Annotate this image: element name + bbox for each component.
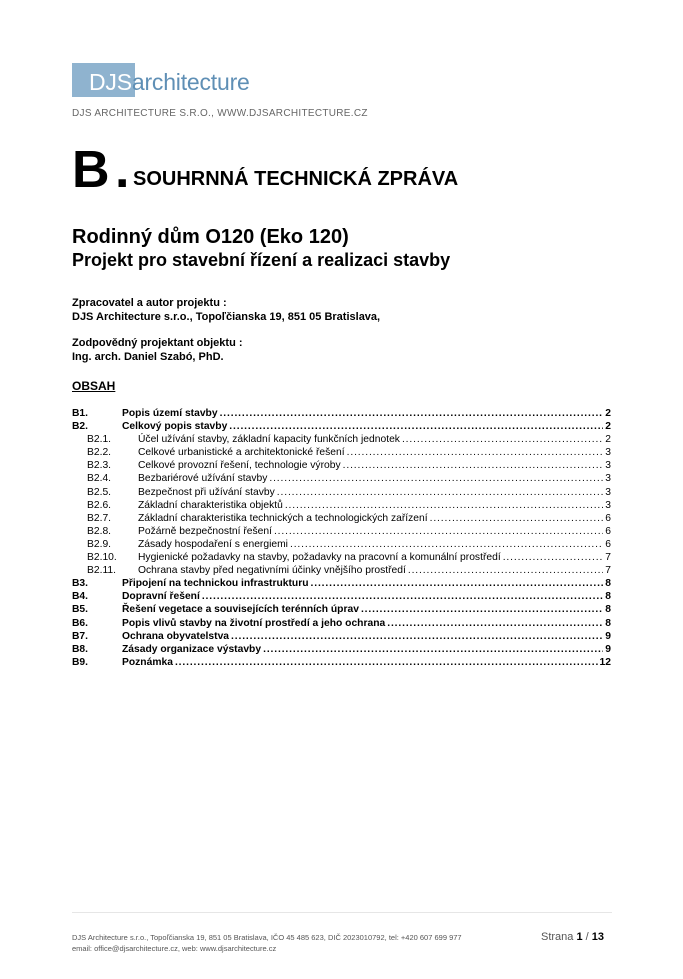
toc-item[interactable] — [72, 617, 611, 630]
toc-leader-dots — [220, 407, 604, 420]
document-title: Rodinný dům O120 (Eko 120) — [72, 226, 349, 248]
toc-item[interactable] — [72, 525, 611, 538]
toc-item-title: Popis území stavby — [122, 408, 218, 419]
toc-leader-dots — [175, 656, 598, 669]
logo-text — [89, 69, 250, 96]
toc-item-entry — [122, 420, 611, 433]
toc-item[interactable] — [72, 512, 611, 525]
toc-item-number: B8. — [72, 643, 89, 655]
toc-item[interactable] — [72, 499, 611, 512]
toc-item-title: Řešení vegetace a souvisejících terénních úprav — [122, 604, 359, 616]
toc-leader-dots — [402, 433, 603, 446]
toc-item-number: B3. — [72, 578, 89, 590]
toc-item-page: 8 — [605, 578, 611, 590]
toc-item-entry — [138, 459, 611, 472]
footer-contact: email: office@djsarchitecture.cz, web: www.djsarchitecture.cz — [72, 944, 277, 953]
toc-item[interactable] — [72, 433, 611, 446]
toc-item-title: Ochrana stavby před negativními účinky vnějšího prostředí — [138, 565, 406, 577]
toc-item[interactable] — [72, 603, 611, 616]
toc-item-entry — [138, 538, 611, 551]
toc-item[interactable] — [72, 577, 611, 590]
toc-item-entry — [122, 617, 611, 630]
toc-item-number: B2.4. — [87, 473, 112, 485]
toc-item-page: 2 — [605, 434, 611, 446]
toc-item-page: 6 — [605, 525, 611, 537]
toc-item[interactable] — [72, 656, 611, 669]
toc-item-number: B1. — [72, 408, 89, 419]
page-current: 1 — [576, 931, 583, 943]
toc-item-title: Poznámka — [122, 656, 173, 668]
toc-item-number: B2.7. — [87, 512, 112, 524]
toc-item-number: B2.8. — [87, 525, 112, 537]
toc-item-entry — [122, 603, 611, 616]
toc-item-page: 3 — [605, 473, 611, 485]
logo-dj: DJS — [89, 69, 132, 95]
toc-leader-dots — [347, 446, 604, 459]
toc-item-entry — [138, 486, 611, 499]
toc-item-entry — [138, 446, 611, 459]
toc-item-page: 3 — [605, 447, 611, 459]
toc-item[interactable] — [72, 590, 611, 603]
toc-item-title: Bezbariérové užívání stavby — [138, 473, 268, 485]
toc-item-number: B2.10. — [87, 552, 117, 564]
document-subtitle: Projekt pro stavební řízení a realizaci stavby — [72, 250, 451, 270]
toc-item-title: Zásady organizace výstavby — [122, 643, 262, 655]
toc-item-entry — [122, 643, 611, 656]
toc-item-entry — [122, 577, 611, 590]
toc-item[interactable] — [72, 486, 611, 499]
toc-leader-dots — [387, 617, 603, 630]
author-label: Zpracovatel a autor projektu : — [72, 297, 227, 309]
section-title: SOUHRNNÁ TECHNICKÁ ZPRÁVA — [133, 168, 459, 190]
toc-item-number: B2. — [72, 421, 89, 433]
page-number — [541, 931, 604, 943]
toc-item-number: B2.9. — [87, 538, 112, 550]
toc-item-entry — [138, 512, 611, 525]
designer-label: Zodpovědný projektant objektu : — [72, 337, 243, 349]
toc-item-title: Celkový popis stavby — [122, 421, 228, 433]
toc-item[interactable] — [72, 564, 611, 577]
toc-item-number: B6. — [72, 617, 89, 629]
toc-item-number: B5. — [72, 604, 89, 616]
toc-item-title: Připojení na technickou infrastrukturu — [122, 578, 309, 590]
toc-item[interactable] — [72, 538, 611, 551]
toc-item-page: 3 — [605, 499, 611, 511]
company-logo — [72, 63, 312, 97]
toc-item-entry — [122, 656, 611, 669]
toc-item-title: Dopravní řešení — [122, 591, 200, 603]
toc-item-title: Účel užívání stavby, základní kapacity funkčních jednotek — [138, 434, 400, 446]
toc-item-entry — [138, 433, 611, 446]
toc-heading: OBSAH — [72, 379, 116, 393]
toc-item-page: 2 — [605, 421, 611, 433]
toc-leader-dots — [229, 420, 603, 433]
toc-item[interactable] — [72, 446, 611, 459]
toc-item-entry — [138, 525, 611, 538]
toc-item-page: 7 — [605, 565, 611, 577]
toc-item-title: Základní charakteristika objektů — [138, 499, 283, 511]
toc-item[interactable] — [72, 407, 611, 420]
toc-item-number: B2.5. — [87, 486, 112, 498]
toc-item-page: 3 — [605, 486, 611, 498]
toc-item-entry — [138, 551, 611, 564]
company-line: DJS ARCHITECTURE S.R.O., WWW.DJSARCHITECTURE.CZ — [72, 108, 368, 119]
page-total: 13 — [591, 931, 605, 943]
toc-item-page: 8 — [605, 604, 611, 616]
toc-item-number: B9. — [72, 656, 89, 668]
toc-leader-dots — [290, 538, 603, 551]
toc-item-title: Popis vlivů stavby na životní prostředí a jeho ochrana — [122, 617, 386, 629]
toc-item-number: B2.2. — [87, 447, 112, 459]
toc-leader-dots — [269, 472, 603, 485]
toc-item-page: 8 — [605, 617, 611, 629]
toc-item[interactable] — [72, 420, 611, 433]
toc-item-title: Celkové provozní řešení, technologie výroby — [138, 460, 341, 472]
toc-leader-dots — [285, 499, 603, 512]
toc-leader-dots — [343, 459, 604, 472]
page-word: Strana — [541, 931, 574, 943]
toc-item-number: B7. — [72, 630, 89, 642]
toc-leader-dots — [263, 643, 603, 656]
toc-item-title: Celkové urbanistické a architektonické řešení — [138, 447, 345, 459]
toc-item[interactable] — [72, 459, 611, 472]
toc-item-entry — [122, 590, 611, 603]
toc-leader-dots — [408, 564, 603, 577]
toc-item-title: Požárně bezpečnostní řešení — [138, 525, 272, 537]
footer-address: DJS Architecture s.r.o., Topoľčianska 19, 851 05 Bratislava, IČO 45 485 623, DIČ 2023010792, tel: +420 607 699 977 — [72, 933, 462, 942]
toc-item-page: 9 — [605, 643, 611, 655]
toc-item-title: Ochrana obyvatelstva — [122, 630, 230, 642]
toc-item[interactable] — [72, 551, 611, 564]
toc-item-entry — [138, 564, 611, 577]
toc-leader-dots — [231, 630, 603, 643]
toc-item-number: B2.6. — [87, 499, 112, 511]
toc-item[interactable] — [72, 643, 611, 656]
toc-leader-dots — [311, 577, 604, 590]
toc-item-title: Hygienické požadavky na stavby, požadavky na pracovní a komunální prostředí — [138, 552, 501, 564]
toc-item-page: 3 — [605, 460, 611, 472]
toc-item-number: B2.1. — [87, 434, 112, 446]
table-of-contents — [72, 407, 611, 669]
toc-leader-dots — [503, 551, 604, 564]
toc-item-title: Bezpečnost při užívání stavby — [138, 486, 275, 498]
toc-item-title: Zásady hospodaření s energiemi — [138, 538, 288, 550]
toc-item-page: 9 — [605, 630, 611, 642]
toc-leader-dots — [430, 512, 604, 525]
toc-item-number: B2.3. — [87, 460, 112, 472]
designer-value: Ing. arch. Daniel Szabó, PhD. — [72, 351, 224, 363]
logo-architecture: architecture — [131, 69, 250, 95]
toc-item-page: 6 — [605, 512, 611, 524]
toc-item-number: B2.11. — [87, 565, 117, 577]
author-value: DJS Architecture s.r.o., Topoľčianska 19, 851 05 Bratislava, — [72, 311, 381, 323]
toc-item-entry — [138, 499, 611, 512]
section-dot: . — [115, 141, 130, 199]
toc-item-page: 6 — [605, 538, 611, 550]
toc-item-title: Základní charakteristika technických a technologických zařízení — [138, 512, 428, 524]
toc-item-page: 7 — [605, 552, 611, 564]
toc-item-page: 8 — [605, 591, 611, 603]
toc-item-entry — [138, 472, 611, 485]
page-sep: / — [585, 931, 589, 943]
toc-leader-dots — [274, 525, 603, 538]
toc-leader-dots — [202, 590, 603, 603]
toc-item-entry — [122, 407, 611, 420]
toc-leader-dots — [277, 486, 603, 499]
toc-item-entry — [122, 630, 611, 643]
toc-item-page: 12 — [599, 656, 611, 668]
toc-leader-dots — [361, 603, 603, 616]
toc-item-page: 2 — [605, 408, 611, 419]
toc-item-number: B4. — [72, 591, 89, 603]
footer-divider — [72, 912, 612, 913]
toc-item[interactable] — [72, 472, 611, 485]
section-letter: B — [72, 141, 110, 199]
toc-item[interactable] — [72, 630, 611, 643]
